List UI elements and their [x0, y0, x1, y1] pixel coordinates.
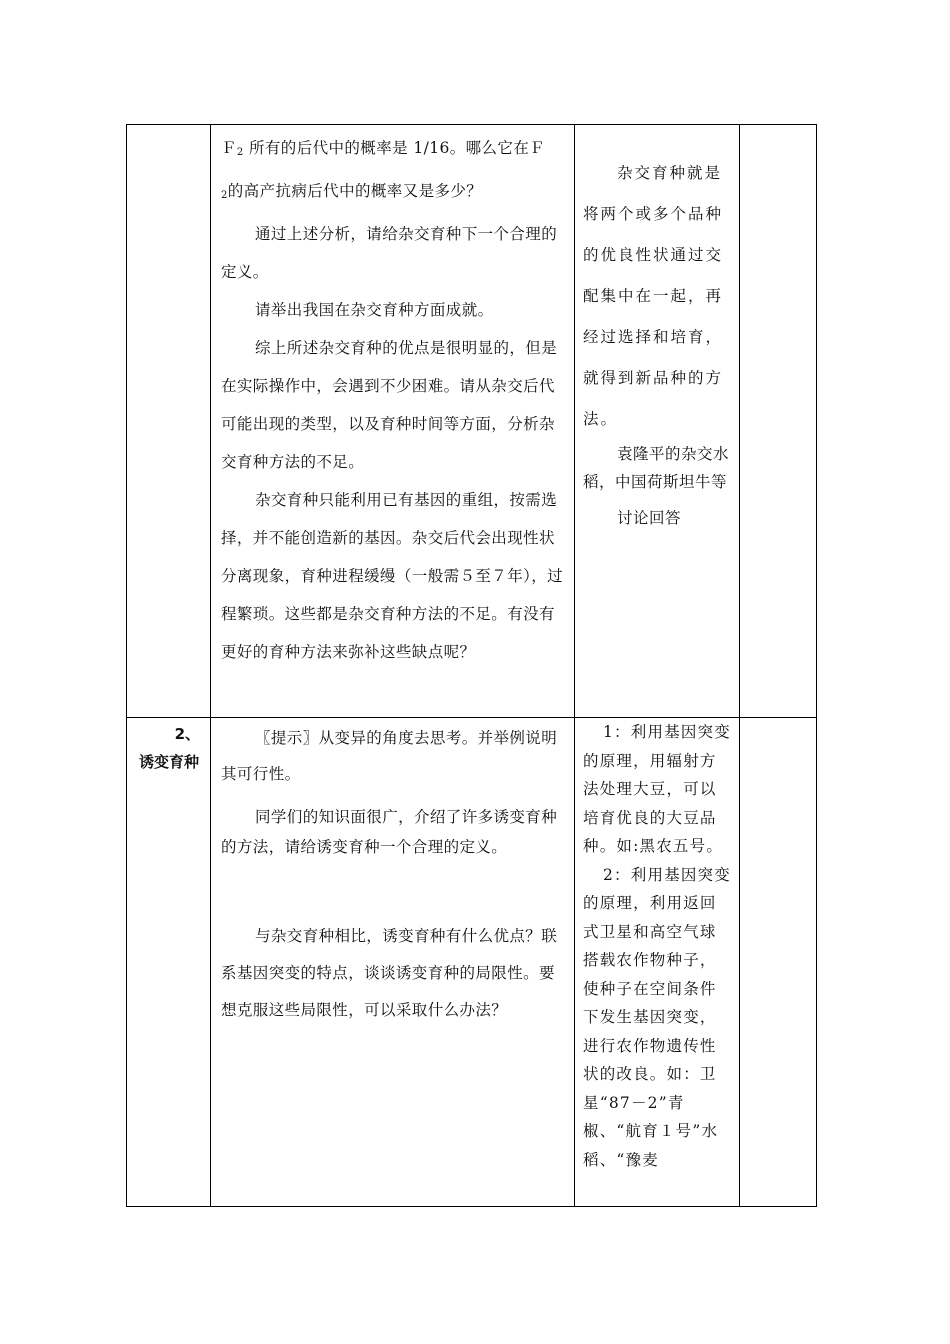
teacher-activity-cell	[211, 718, 575, 1207]
paragraph: 袁隆平的杂交水稻，中国荷斯坦牛等	[583, 445, 730, 491]
section-cell	[127, 718, 211, 1207]
section-cell	[127, 125, 211, 718]
notes-cell	[740, 125, 817, 718]
paragraph: 2：利用基因突变的原理，利用返回式卫星和高空气球搭载农作物种子，使种子在空间条件下发生基因突变，进行农作物遗传性状的改良。如：卫星“87－2”青椒、“航育１号”水稻、“豫麦	[583, 865, 731, 1169]
teacher-activity-cell	[211, 125, 575, 718]
notes-cell	[740, 718, 817, 1207]
lesson-plan-table	[126, 124, 817, 1207]
paragraph: 请举出我国在杂交育种方面成就。	[255, 301, 494, 319]
section-number: 2、	[174, 725, 200, 743]
paragraph: 讨论回答	[617, 509, 682, 527]
table-row	[127, 125, 817, 718]
paragraph: Ｆ$_2$ 所有的后代中的概率是 1/16。哪么它在Ｆ $_2$的高产抗病后代中的概率又是多少？	[221, 139, 546, 201]
paragraph: 杂交育种只能利用已有基因的重组，按需选择，并不能创造新的基因。杂交后代会出现性状分离现象，育种进程缓缦（一般需５至７年），过程繁琐。这些都是杂交育种方法的不足。有没有更好的育种方法来弥补这些缺点呢？	[221, 491, 564, 661]
student-activity-cell	[575, 718, 740, 1207]
paragraph: 综上所述杂交育种的优点是很明显的，但是在实际操作中，会遇到不少困难。请从杂交后代可能出现的类型，以及育种时间等方面，分析杂交育种方法的不足。	[221, 339, 558, 471]
paragraph: 〖提示〗从变异的角度去思考。并举例说明其可行性。	[221, 729, 558, 783]
paragraph: 杂交育种就是将两个或多个品种的优良性状通过交配集中在一起，再经过选择和培育，就得到新品种的方法。	[583, 164, 724, 428]
student-activity-cell	[575, 125, 740, 718]
paragraph: 1：利用基因突变的原理，用辐射方法处理大豆，可以培育优良的大豆品种。如:黑农五号。	[583, 723, 731, 855]
paragraph: 与杂交育种相比，诱变育种有什么优点？联系基因突变的特点，谈谈诱变育种的局限性。要想克服这些局限性，可以采取什么办法？	[221, 927, 558, 1019]
table-row	[127, 718, 817, 1207]
paragraph: 通过上述分析，请给杂交育种下一个合理的定义。	[221, 225, 558, 281]
paragraph: 同学们的知识面很广，介绍了许多诱变育种的方法，请给诱变育种一个合理的定义。	[221, 808, 558, 856]
section-title: 诱变育种	[139, 753, 200, 771]
